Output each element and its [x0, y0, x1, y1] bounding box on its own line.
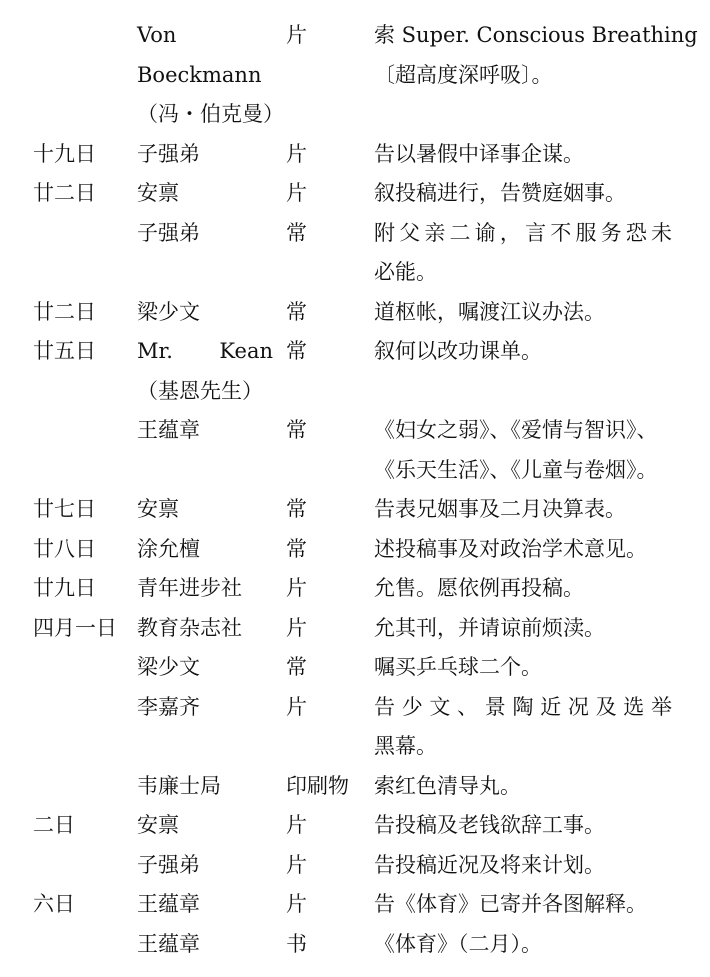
- row-note: 告《体育》已寄并各图解释。: [374, 892, 647, 916]
- row-name: （冯・伯克曼）: [137, 102, 284, 126]
- row-date: 廿五日: [33, 339, 96, 363]
- log-row: [0, 95, 710, 135]
- log-row: [0, 806, 710, 846]
- row-date: 十九日: [33, 141, 96, 166]
- row-note: 《体育》（二月）。: [374, 931, 542, 956]
- log-row: [0, 569, 710, 609]
- row-date: 廿八日: [33, 536, 96, 561]
- log-row: [0, 411, 710, 451]
- log-row: [0, 727, 710, 767]
- row-note: 告投稿近况及将来计划。: [374, 852, 605, 877]
- row-name: 王蕴章: [137, 418, 200, 442]
- row-type: 常: [286, 497, 307, 521]
- row-note: 《妇女之弱》、《爱情与智识》、: [374, 418, 658, 442]
- log-row: [0, 16, 710, 56]
- log-row: [0, 530, 710, 570]
- row-note: 叙何以改功课单。: [374, 339, 542, 363]
- row-type: 书: [286, 931, 307, 956]
- row-date: 廿九日: [33, 576, 96, 600]
- row-date: 廿二日: [33, 299, 96, 324]
- row-note: 允其刊，并请谅前烦渎。: [374, 615, 605, 640]
- row-type: 片: [286, 892, 307, 916]
- row-type: 片: [286, 813, 307, 837]
- log-row: [0, 609, 710, 649]
- row-name: （基恩先生）: [137, 378, 263, 403]
- row-note: 叙投稿进行，告赞庭姻事。: [374, 181, 626, 205]
- row-date: 廿七日: [33, 497, 96, 521]
- row-date: 六日: [33, 892, 75, 916]
- row-note: 必能。: [374, 260, 437, 284]
- row-name: 安禀: [137, 181, 179, 205]
- log-row: [0, 688, 710, 728]
- log-row: [0, 925, 710, 965]
- row-name-part: Kean: [219, 339, 273, 363]
- row-type: 印刷物: [286, 773, 349, 798]
- log-row: [0, 214, 710, 254]
- row-type: 片: [286, 694, 307, 719]
- row-name-part: Mr.: [137, 339, 173, 363]
- letter-log: [0, 16, 710, 964]
- log-row: [0, 174, 710, 214]
- row-note: 告表兄姻事及二月决算表。: [374, 497, 626, 521]
- row-note: 告投稿及老钱欲辞工事。: [374, 813, 605, 837]
- row-note: 〔超高度深呼吸〕。: [374, 62, 553, 87]
- row-date: 二日: [33, 813, 75, 837]
- row-type: 常: [286, 418, 307, 442]
- row-note: 嘱买乒乓球二个。: [374, 655, 542, 679]
- row-name: 教育杂志社: [137, 615, 242, 640]
- log-row: [0, 648, 710, 688]
- row-note: 附父亲二谕，言不服务恐未: [374, 220, 672, 245]
- row-type: 片: [286, 615, 307, 640]
- row-name: 韦廉士局: [137, 773, 221, 798]
- row-note: 述投稿事及对政治学术意见。: [374, 536, 647, 561]
- row-name: 王蕴章: [137, 931, 200, 956]
- row-type: 片: [286, 576, 307, 600]
- row-note: 黑幕。: [374, 734, 437, 758]
- row-name: 安禀: [137, 813, 179, 837]
- row-name: 子强弟: [137, 852, 200, 877]
- log-row: [0, 253, 710, 293]
- row-type: 常: [286, 339, 307, 363]
- log-row: [0, 372, 710, 412]
- row-name: [137, 332, 273, 372]
- row-name: 梁少文: [137, 299, 200, 324]
- row-note: 允售。愿依例再投稿。: [374, 576, 584, 600]
- row-name: 王蕴章: [137, 892, 200, 916]
- log-row: [0, 56, 710, 96]
- row-date: 四月一日: [33, 615, 117, 640]
- row-type: 片: [286, 23, 307, 47]
- row-name: Von: [137, 23, 177, 47]
- row-name: 安禀: [137, 497, 179, 521]
- row-type: 片: [286, 141, 307, 166]
- row-name: 子强弟: [137, 220, 200, 245]
- log-row: [0, 767, 710, 807]
- row-note: 索红色清导丸。: [374, 773, 521, 798]
- row-note: 道枢帐，嘱渡江议办法。: [374, 299, 605, 324]
- log-row: [0, 885, 710, 925]
- log-row: [0, 490, 710, 530]
- log-row: [0, 332, 710, 372]
- row-type: 片: [286, 852, 307, 877]
- row-type: 常: [286, 220, 307, 245]
- row-name: 李嘉齐: [137, 694, 200, 719]
- log-row: [0, 135, 710, 175]
- row-type: 常: [286, 299, 307, 324]
- row-name: Boeckmann: [137, 62, 262, 87]
- row-name: 青年进步社: [137, 576, 242, 600]
- log-row: [0, 293, 710, 333]
- row-name: 梁少文: [137, 655, 200, 679]
- row-name: 子强弟: [137, 141, 200, 166]
- row-date: 廿二日: [33, 181, 96, 205]
- row-note: 告少文、景陶近况及选举: [374, 694, 672, 719]
- log-row: [0, 451, 710, 491]
- log-row: [0, 846, 710, 886]
- row-type: 片: [286, 181, 307, 205]
- row-name: 涂允檀: [137, 536, 200, 561]
- row-note: 《乐天生活》、《儿童与卷烟》。: [374, 457, 658, 482]
- row-type: 常: [286, 655, 307, 679]
- row-type: 常: [286, 536, 307, 561]
- row-note: 索 Super. Conscious Breathing: [374, 23, 698, 47]
- row-note: 告以暑假中译事企谋。: [374, 141, 584, 166]
